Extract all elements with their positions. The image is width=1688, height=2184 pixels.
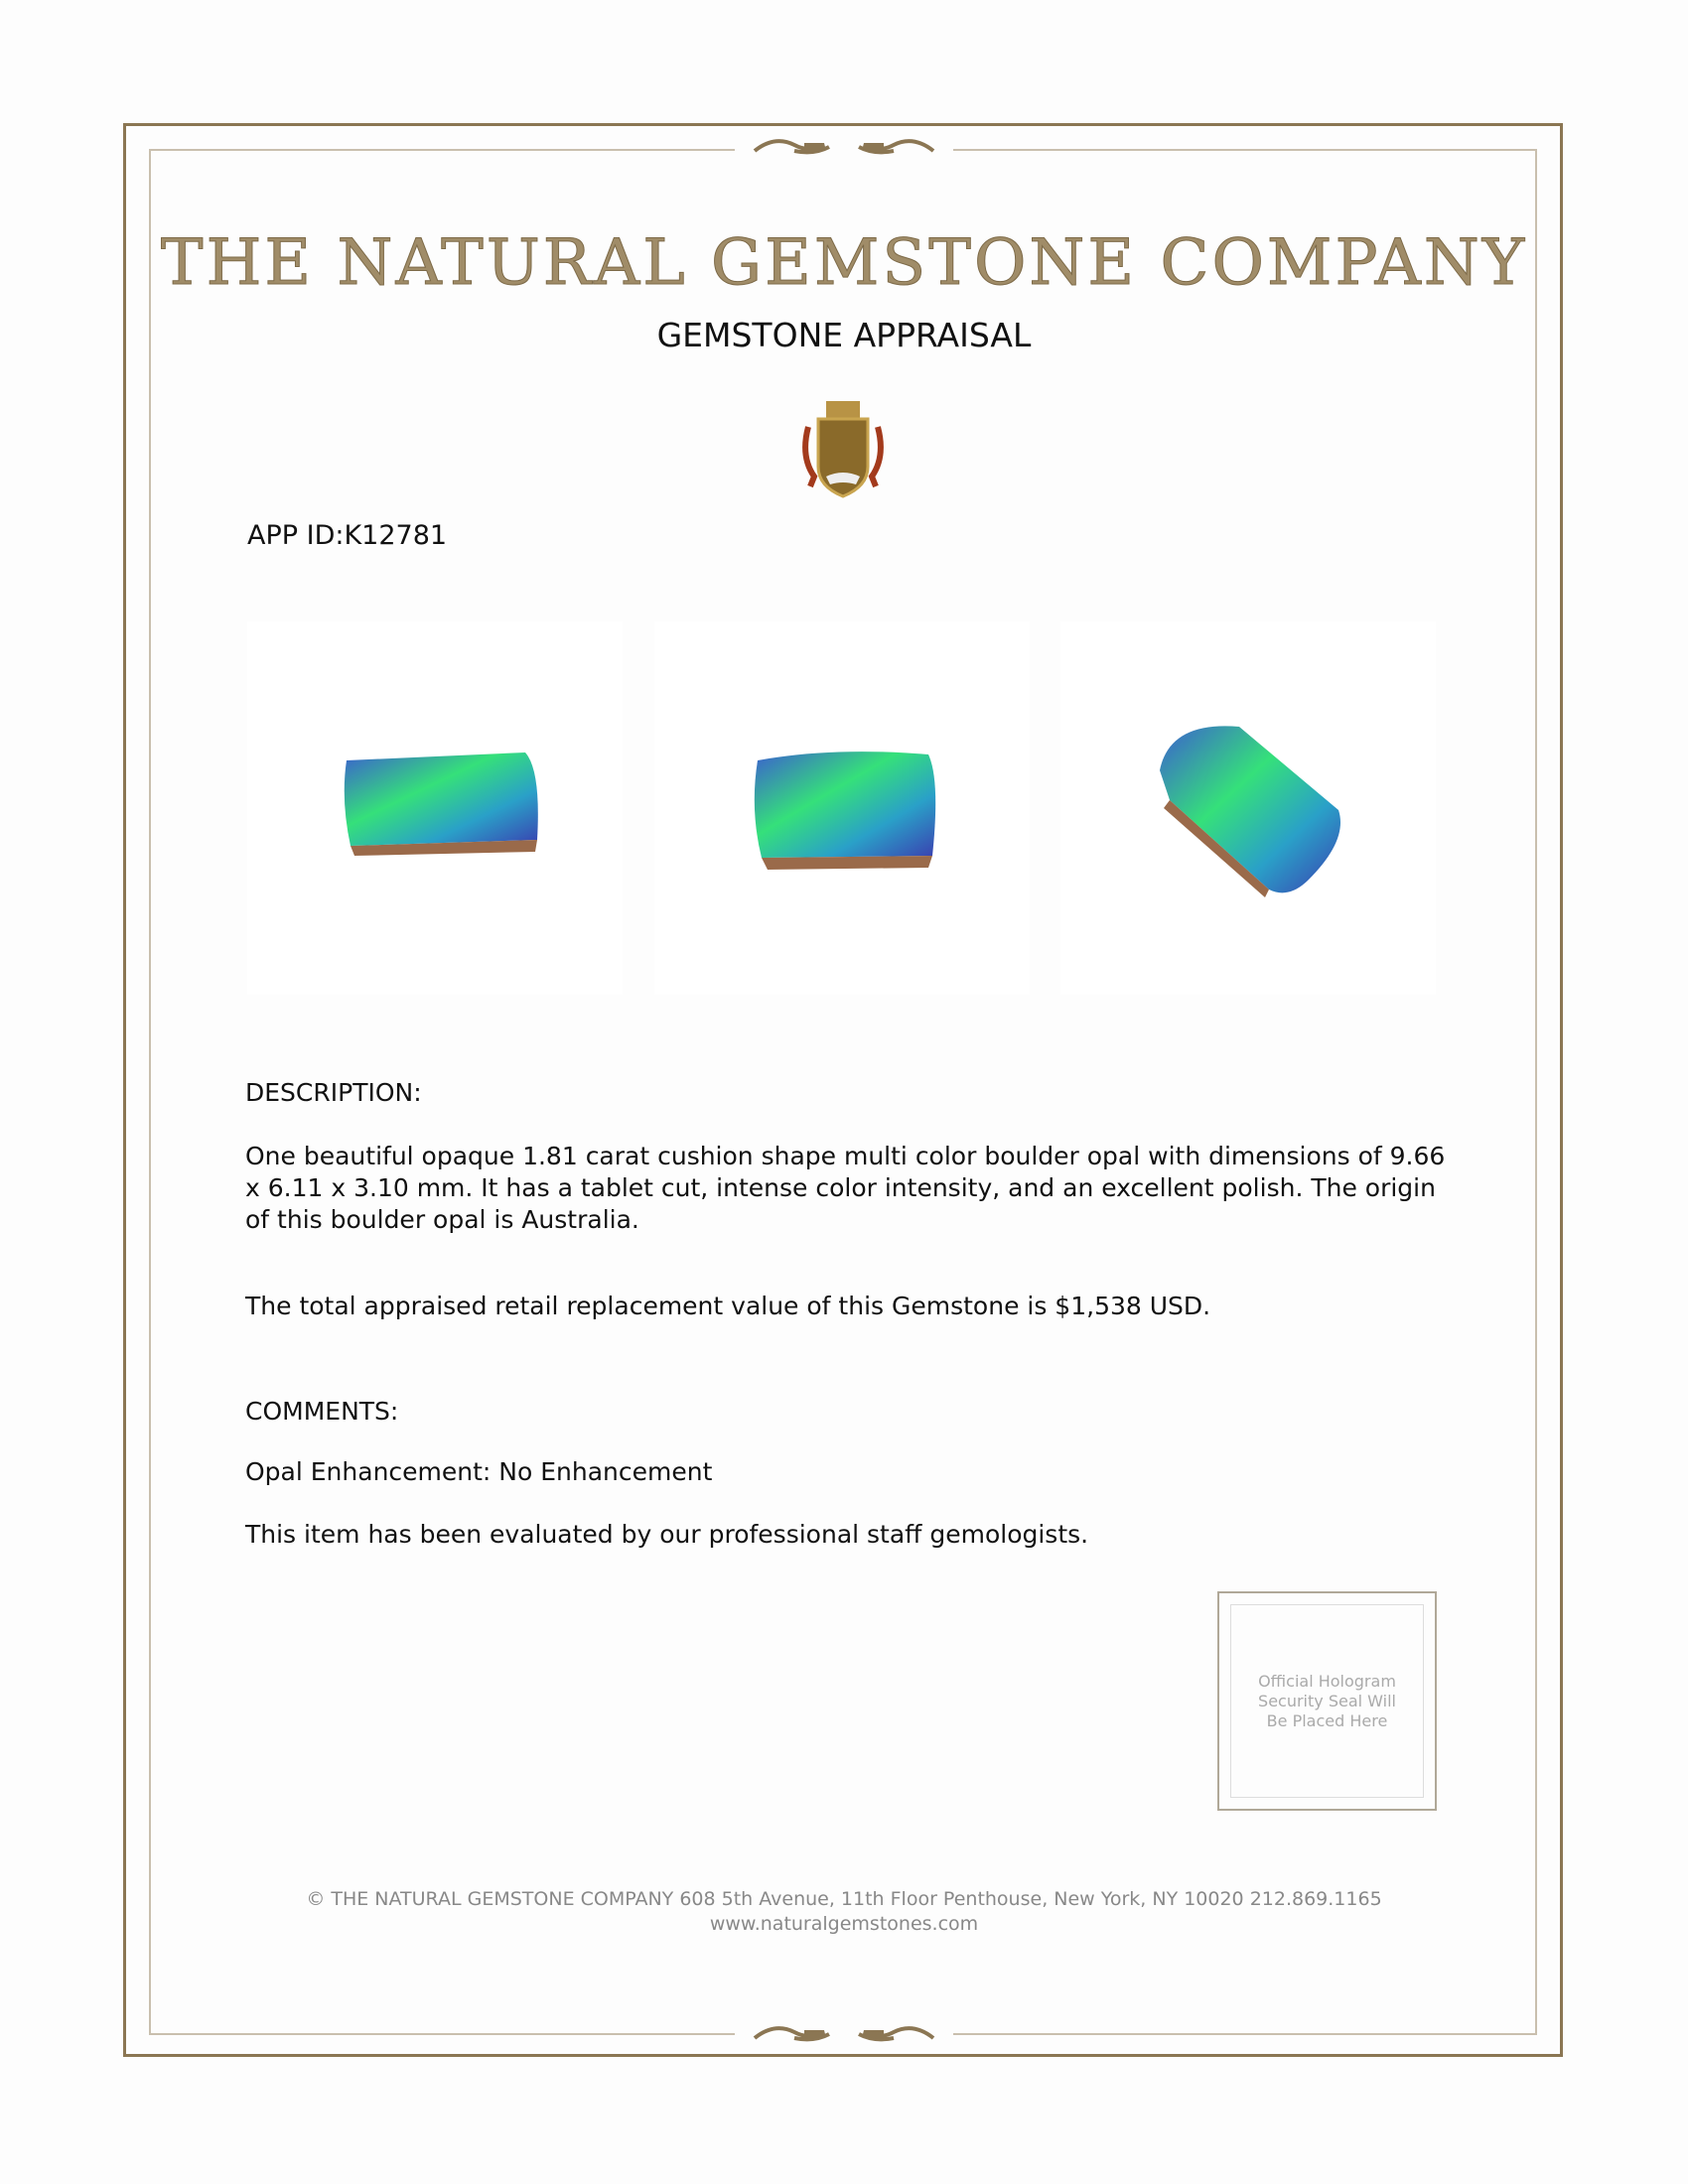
company-name: THE NATURAL GEMSTONE COMPANY xyxy=(160,226,1528,300)
hologram-seal-box xyxy=(1217,1591,1437,1811)
app-id xyxy=(247,520,447,551)
gem-photo-front xyxy=(247,621,623,995)
appraised-value: The total appraised retail replacement value of this Gemstone is $1,538 USD. xyxy=(245,1292,1211,1320)
footer-website[interactable]: www.naturalgemstones.com xyxy=(709,1913,979,1935)
comments-heading: COMMENTS: xyxy=(245,1397,399,1426)
gem-photo-tilted xyxy=(1060,621,1436,995)
gem-photo-angle xyxy=(654,621,1030,995)
company-crest-icon xyxy=(800,397,886,500)
app-id-value: K12781 xyxy=(344,520,448,551)
ornament-top-icon xyxy=(735,133,953,163)
description-text: One beautiful opaque 1.81 carat cushion shape multi color boulder opal with dimensions of 9.66 x 6.11 x 3.10 mm. It has a tablet cut, intense color intensity, and an excellent polish. The origin of this boulder opal is Australia. xyxy=(245,1142,1446,1234)
document-title: GEMSTONE APPRAISAL xyxy=(656,316,1032,354)
enhancement-comment: Opal Enhancement: No Enhancement xyxy=(245,1457,713,1486)
footer-address: © THE NATURAL GEMSTONE COMPANY 608 5th Avenue, 11th Floor Penthouse, New York, NY 10020 212.869.1165 xyxy=(306,1888,1382,1910)
description-heading: DESCRIPTION: xyxy=(245,1078,422,1107)
ornament-bottom-icon xyxy=(735,2020,953,2050)
evaluation-comment: This item has been evaluated by our professional staff gemologists. xyxy=(245,1520,1089,1549)
seal-placeholder-text: Official Hologram Security Seal Will Be Placed Here xyxy=(1230,1604,1424,1798)
app-id-label: APP ID: xyxy=(247,520,345,551)
